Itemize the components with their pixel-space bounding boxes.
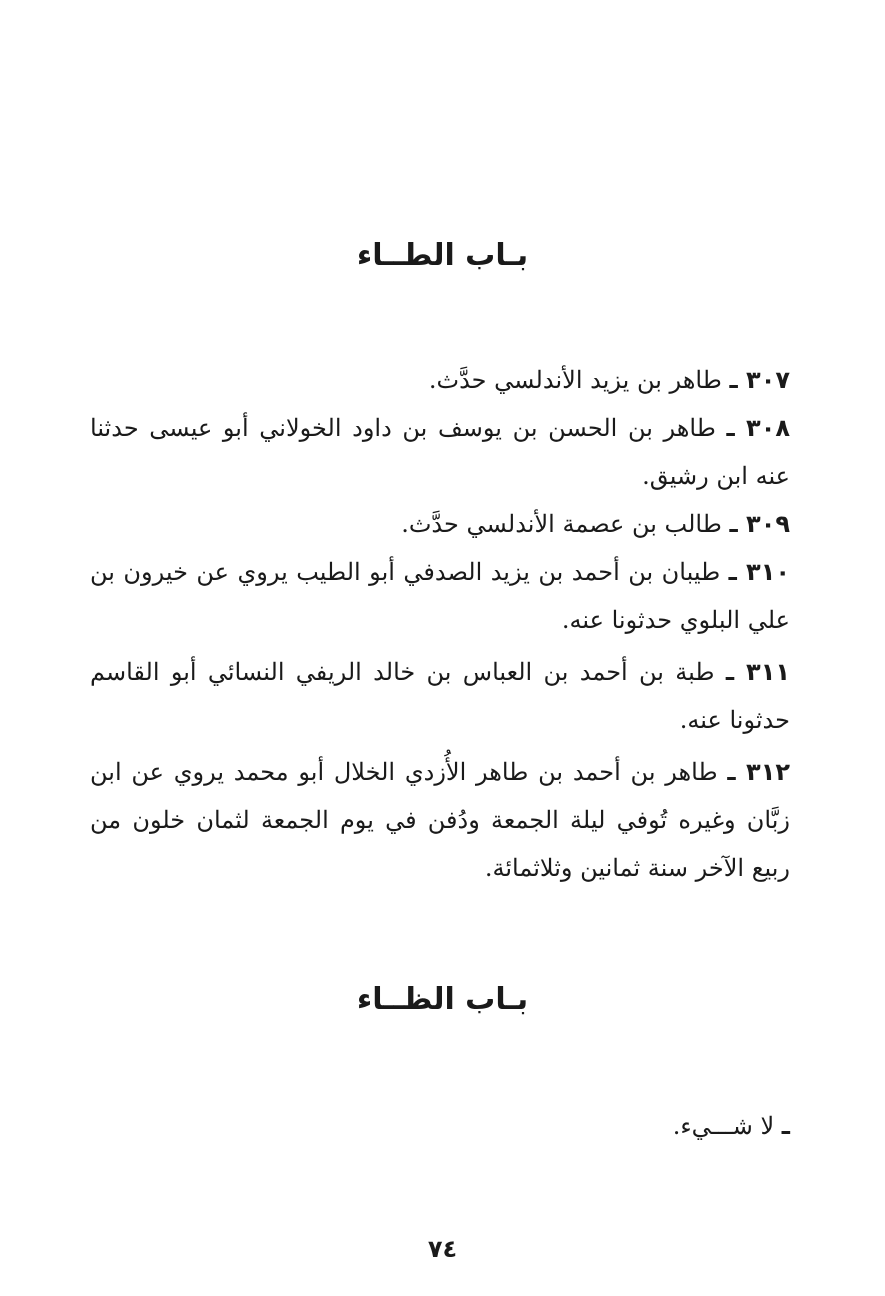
section-heading-ta: بـاب الطــاء: [356, 238, 529, 273]
entry-number: ٣١٢ ـ: [727, 758, 790, 786]
entry-number: ٣٠٧ ـ: [729, 366, 790, 394]
entry-number: ٣١٠ ـ: [728, 558, 790, 586]
page-number: ٧٤: [427, 1235, 458, 1263]
entry-text: طالب بن عصمة الأندلسي حدَّث.: [401, 510, 722, 538]
entry-312: [90, 748, 790, 892]
dash: ـ: [781, 1112, 790, 1140]
section-heading-za: بـاب الظــاء: [356, 982, 529, 1017]
no-entries-note: [90, 1106, 790, 1146]
entry-307: [90, 356, 790, 404]
entry-text: طيبان بن أحمد بن يزيد الصدفي أبو الطيب يروي عن خيرون بن علي البلوي حدثونا عنه.: [90, 558, 790, 634]
entry-308: [90, 404, 790, 500]
entry-number: ٣٠٨ ـ: [726, 414, 790, 442]
entry-text: طبة بن أحمد بن العباس بن خالد الريفي النسائي أبو القاسم حدثونا عنه.: [90, 658, 790, 734]
entry-number: ٣٠٩ ـ: [729, 510, 790, 538]
entry-text: طاهر بن يزيد الأندلسي حدَّث.: [428, 366, 722, 394]
entry-310: [90, 548, 790, 644]
entry-text: طاهر بن أحمد بن طاهر الأُزدي الخلال أبو محمد يروي عن ابن زبَّان وغيره تُوفي ليلة الجمعة ودُفن في يوم الجمعة لثمان خلون من ربيع الآخر سنة ثمانين وثلاثمائة.: [90, 758, 790, 882]
no-entries-text: لا شـــيء.: [672, 1112, 775, 1140]
entry-311: [90, 648, 790, 744]
entry-number: ٣١١ ـ: [725, 658, 790, 686]
entries-list: [90, 356, 790, 892]
entry-text: طاهر بن الحسن بن يوسف بن داود الخولاني أبو عيسى حدثنا عنه ابن رشيق.: [90, 414, 790, 490]
entry-309: [90, 500, 790, 548]
